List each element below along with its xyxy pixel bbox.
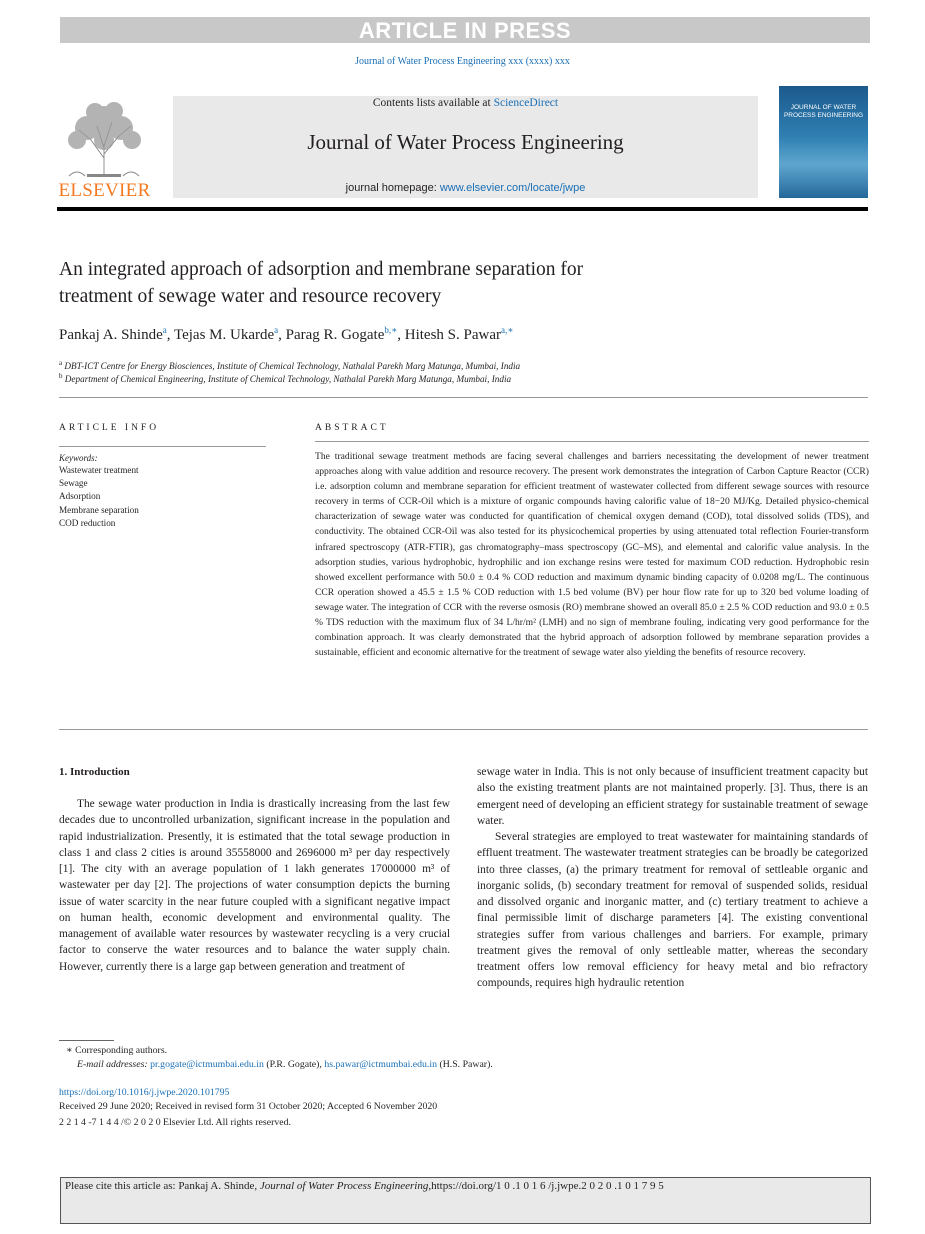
paragraph: sewage water in India. This is not only because of insufficient treatment capacity but also the existing treatment plants are not maintained properly. [3]. Thus, there is an emergent need of developing an efficient strategy for sustainable treatment of sewage water. — [477, 766, 868, 827]
cover-title: JOURNAL OF WATER PROCESS ENGINEERING — [783, 104, 864, 119]
affiliation-a: $^a$ DBT-ICT Centre for Energy Biosciences, Institute of Chemical Technology, Nathalal Parekh Marg Matunga, Mumbai, India — [59, 359, 521, 372]
homepage-link[interactable]: www.elsevier.com/locate/jwpe — [439, 182, 586, 194]
received-dates: Received 29 June 2020; Received in revised form 31 October 2020; Accepted 6 November 2020 — [59, 1101, 438, 1112]
doi-link[interactable]: https://doi.org/10.1016/j.jwpe.2020.101795 — [59, 1087, 230, 1098]
keyword: Adsorption — [59, 491, 101, 501]
author-name: Hitesh S. Pawar — [404, 327, 502, 343]
author-list: Pankaj A. Shinde$^a$, Tejas M. Ukarde$^a$, Parag R. Gogate$^{b,∗}$, Hitesh S. Pawar$^{a,∗}$ — [59, 325, 514, 343]
author-name: Parag R. Gogate — [285, 327, 385, 343]
article-title: An integrated approach of adsorption and membrane separation for treatment of sewage water and resource recovery — [59, 259, 584, 307]
author-affiliation-link[interactable]: a — [162, 325, 167, 335]
abstract-text: The traditional sewage treatment methods are facing several challenges and barriers necessitating the development of newer treatment approaches along with value addition and resource recovery. The present work demonstrates the integration of Carbon Capture Reactor (CCR) i.e. adsorption column and membrane separation for efficient treatment of wastewater collected from different sewage sources with resource recovery in terms of CCR-Oil which is a mixture of organic compounds having calorific value of 18−20 MJ/Kg. Detailed physico-chemical characterization of sewage water was conducted for quantification of chemical oxygen demand (COD), total dissolved solids (TDS), and conductivity. The obtained CCR-Oil was also tested for its physicochemical properties by using attenuated total reflection Fourier-transform infrared spectroscopy (ATR-FTIR), gas chromatography–mass spectroscopy (GC–MS), and elemental and calorific value analysis. In the adsorption studies, various hydrophobic, hydrophilic and ion exchange resins were tested for maximum COD reduction. Hydrophobic resin showed excellent performance with 50.0 ± 0.4 % COD reduction and maximum dynamic binding capacity of 0.0208 mg/L. The continuous CCR operation showed a 45.5 ± 1.5 % COD reduction with 1.5 bed volume (BV) per hour flow rate for up to 320 bed volume loading of sewage water. The integration of CCR with the reverse osmosis (RO) membrane showed an overall 85.0 ± 2.5 % COD reduction and 93.0 ± 0.5 % TDS reduction with the maximum flux of 34 L/hr/m² (LMH) and no sign of membrane fouling, indicating very good performance for the combination approach. It was clearly demonstrated that the hybrid approach of adsorption followed by membrane separation provides a sustainable, efficient and economic alternative for the treatment of sewage water also yielding the benefits of resource recovery. — [315, 451, 869, 659]
email-line: E-mail addresses: pr.gogate@ictmumbai.edu.in (P.R. Gogate), hs.pawar@ictmumbai.edu.in (H.S. Pawar). — [77, 1059, 493, 1070]
footnote-rule — [59, 1040, 114, 1041]
divider — [315, 441, 869, 442]
affiliation-b: $^b$ Department of Chemical Engineering, Institute of Chemical Technology, Nathalal Parekh Marg Matunga, Mumbai, India — [59, 372, 512, 385]
elsevier-wordmark: ELSEVIER — [58, 180, 151, 201]
homepage-line: journal homepage: www.elsevier.com/locate/jwpe — [345, 182, 586, 194]
email-link[interactable]: hs.pawar@ictmumbai.edu.in — [324, 1059, 437, 1070]
keyword: COD reduction — [59, 518, 116, 528]
article-info-heading: ARTICLE INFO — [59, 423, 160, 433]
divider — [59, 446, 266, 447]
journal-cover-image — [779, 86, 868, 198]
author-affiliation-link[interactable]: b,∗ — [384, 325, 398, 335]
journal-reference-link[interactable]: Journal of Water Process Engineering xxx (xxxx) xxx — [355, 56, 570, 67]
section-heading-introduction: 1. Introduction — [59, 766, 130, 778]
keyword: Membrane separation — [59, 505, 139, 515]
keyword: Sewage — [59, 478, 88, 488]
intro-left-column — [59, 796, 450, 975]
abstract-heading: ABSTRACT — [315, 423, 389, 433]
paragraph: Several strategies are employed to treat wastewater for maintaining standards of effluent treatment. The wastewater treatment strategies can be broadly be categorized into three classes, (a) the primary treatment for removal of settleable organic and inorganic solids, (b) secondary treatment for removal of suspended solids, residual and dissolved organic and inorganic matter, and (c) tertiary treatment to achieve a final permissible limit of discharge parameters [4]. The existing conventional strategies suffer from various challenges and barriers. For example, primary treatment gives the removal of only settleable matter, whereas the secondary treatment offers low removal efficiency for heavy metal and bio refractory compounds, requires high hydraulic retention — [477, 831, 868, 990]
contents-line: Contents lists available at ScienceDirect — [372, 97, 559, 109]
header-rule — [57, 207, 868, 211]
author-name: Tejas M. Ukarde — [173, 327, 275, 343]
citation-text: Please cite this article as: Pankaj A. Shinde, Journal of Water Process Engineering,https://doi.org/1 0 .1 0 1 6 /j.jwpe.2 0 2 0 .1 0 1 7 9 5 — [65, 1180, 664, 1192]
keyword: Wastewater treatment — [59, 465, 139, 475]
intro-right-column — [477, 764, 868, 992]
keywords-label: Keywords: — [59, 453, 98, 463]
citation-box — [60, 1177, 871, 1224]
copyright: 2 2 1 4 -7 1 4 4 /© 2 0 2 0 Elsevier Ltd. All rights reserved. — [59, 1117, 291, 1128]
author-name: Pankaj A. Shinde — [59, 327, 163, 343]
author-affiliation-link[interactable]: a,∗ — [501, 325, 514, 335]
paragraph: The sewage water production in India is drastically increasing from the last few decades due to uncontrolled urbanization, significant increase in the population and rapid industrialization. Presently, it is estimated that the total sewage production in class 1 and class 2 cities is around 35558000 and 2696000 m³ per day respectively [1]. The city with an average population of 1 lakh generates 17000000 m³ of wastewater per day [2]. The projections of water consumption depicts the burning issue of water scarcity in the near future coupled with a significant negative impact on human health, economic development and environmental quality. The management of available water resources by wastewater recycling is a very crucial factor to conserve the water resources and to balance the water supply chain. However, currently there is a large gap between generation and treatment of — [59, 798, 450, 973]
journal-header-box — [173, 96, 758, 198]
corresponding-note: ∗ Corresponding authors. — [66, 1045, 168, 1056]
sciencedirect-link[interactable]: ScienceDirect — [493, 97, 559, 109]
author-affiliation-link[interactable]: a — [274, 325, 279, 335]
divider — [59, 729, 868, 730]
divider — [59, 397, 868, 398]
journal-title: Journal of Water Process Engineering — [307, 130, 624, 154]
article-in-press-banner: ARTICLE IN PRESS — [60, 17, 870, 43]
email-link[interactable]: pr.gogate@ictmumbai.edu.in — [150, 1059, 264, 1070]
